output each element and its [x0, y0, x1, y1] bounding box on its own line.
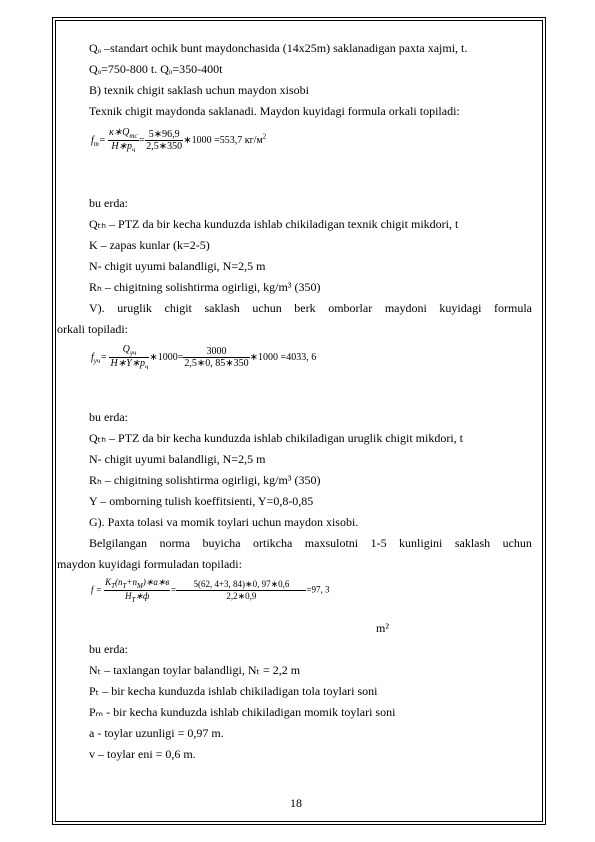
text-line: bu erda: [89, 642, 128, 656]
text-line: Rₕ – chigitning solishtirma ogirligi, kg/m³ (350) [89, 473, 321, 487]
text-line: Qₒ=750-800 t. Qₒ=350-400t [89, 62, 223, 76]
text-line: N- chigit uyumi balandligi, N=2,5 m [89, 259, 266, 273]
text-line: v – toylar eni = 0,6 m. [89, 747, 196, 761]
text-line: orkali topiladi: [57, 322, 128, 336]
text-line: bu erda: [89, 410, 128, 424]
text-line: Qₜₕ – PTZ da bir kecha kunduzda ishlab chikiladigan texnik chigit mikdori, t [89, 217, 459, 231]
text-line: Rₕ – chigitning solishtirma ogirligi, kg/m³ (350) [89, 280, 321, 294]
text-line: Y – omborning tulish koeffitsienti, Y=0,8-0,85 [89, 494, 314, 508]
text-line: Nₜ – taxlangan toylar balandligi, Nₜ = 2,2 m [89, 663, 301, 677]
text-line: bu erda: [89, 196, 128, 210]
formula-3: f = $\frac{K_T(n_T+n_M)∗a∗в}{H_T∗ф}$ = $\frac{5(62, 4+3, 84)∗0, 97∗0,6}{2,2∗0,9}$ =97, 3 [91, 577, 330, 604]
justified-line: V). uruglik chigit saklash uchun berk omborlar maydoni kuyidagi formula [89, 301, 532, 315]
text-line: K – zapas kunlar (k=2-5) [89, 238, 210, 252]
text-line: a - toylar uzunligi = 0,97 m. [89, 726, 224, 740]
text-line: N- chigit uyumi balandligi, N=2,5 m [89, 452, 266, 466]
text-line: G). Paxta tolasi va momik toylari uchun maydon xisobi. [89, 515, 359, 529]
unit-label: m² [376, 621, 389, 635]
text-line: maydon kuyidagi formuladan topiladi: [57, 557, 242, 571]
text-line: Pₜ – bir kecha kunduzda ishlab chikiladigan tola toylari soni [89, 684, 378, 698]
text-line: Texnik chigit maydonda saklanadi. Maydon kuyidagi formula orkali topiladi: [89, 104, 460, 118]
text-line: Pₘ - bir kecha kunduzda ishlab chikiladigan momik toylari soni [89, 705, 396, 719]
text-line: Qₒ –standart ochik bunt maydonchasida (14x25m) saklanadigan paxta xajmi, t. [89, 41, 468, 55]
text-line: Qₜₕ – PTZ da bir kecha kunduzda ishlab chikiladigan uruglik chigit mikdori, t [89, 431, 463, 445]
page-number: 18 [290, 796, 302, 810]
text-line: B) texnik chigit saklash uchun maydon xisobi [89, 83, 309, 97]
formula-1: $f_m=$ $\frac{к∗Q_{mc}}{H∗p_ч}$ = $\frac{5∗96,9}{2,5∗350}$ ∗1000 =553,7 $кг/м^2$ [91, 127, 267, 154]
justified-line: Belgilangan norma buyicha ortikcha maxsulotni 1-5 kunligini saklash uchun [89, 536, 532, 550]
formula-2: $f_{yч}=$ $\frac{Q_{yч}}{H∗Y∗p_ч}$ ∗1000= $\frac{3000}{2,5∗0, 85∗350}$ ∗1000 =4033, 6 [91, 344, 317, 371]
